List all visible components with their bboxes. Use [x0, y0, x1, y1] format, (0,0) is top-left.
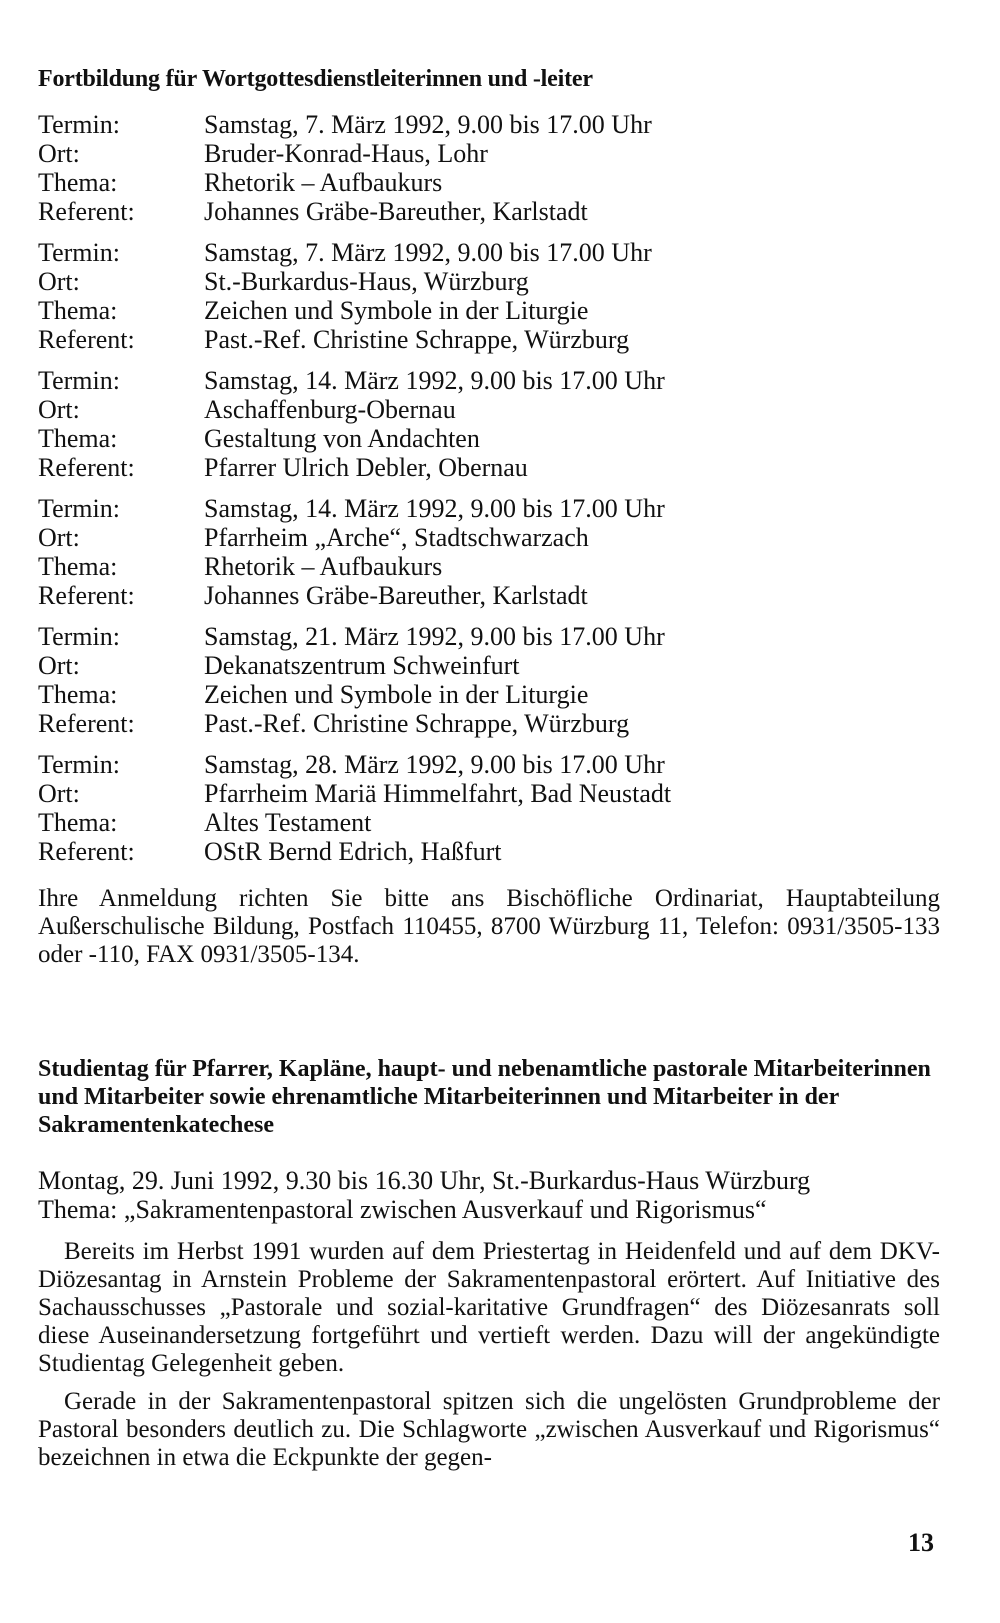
termin-label: Termin: [38, 750, 120, 779]
referent-value: OStR Bernd Edrich, Haßfurt [204, 837, 502, 866]
registration-note: Ihre Anmeldung richten Sie bitte ans Bischöfliche Ordinariat, Hauptabteilung Außerschulische Bildung, Postfach 110455, 8700 Würzburg 11, Telefon: 0931/3505-133 oder -110, FAX 0931/3505-134. [38, 885, 940, 968]
thema-label: Thema: [38, 552, 118, 581]
termin-value: Samstag, 14. März 1992, 9.00 bis 17.00 Uhr [204, 366, 665, 395]
referent-value: Johannes Gräbe-Bareuther, Karlstadt [204, 581, 588, 610]
thema-value: Rhetorik – Aufbaukurs [204, 168, 443, 197]
event-block [38, 494, 938, 610]
event-block [38, 622, 938, 738]
termin-label: Termin: [38, 366, 120, 395]
termin-value: Samstag, 7. März 1992, 9.00 bis 17.00 Uhr [204, 110, 652, 139]
studientag-meta [38, 1166, 810, 1224]
referent-label: Referent: [38, 197, 135, 226]
termin-value: Samstag, 7. März 1992, 9.00 bis 17.00 Uhr [204, 238, 652, 267]
ort-label: Ort: [38, 267, 80, 296]
ort-value: Pfarrheim „Arche“, Stadtschwarzach [204, 523, 589, 552]
ort-label: Ort: [38, 779, 80, 808]
ort-label: Ort: [38, 395, 80, 424]
thema-value: Gestaltung von Andachten [204, 424, 480, 453]
thema-label: Thema: [38, 168, 118, 197]
section2-heading: Studientag für Pfarrer, Kapläne, haupt- und nebenamtliche pastorale Mitarbeiterinnen und Mitarbeiter sowie ehrenamtliche Mitarbeiterinnen und Mitarbeiter in der Sakramentenkatechese [38, 1056, 931, 1138]
event-block [38, 238, 938, 354]
termin-label: Termin: [38, 494, 120, 523]
ort-value: Dekanatszentrum Schweinfurt [204, 651, 520, 680]
referent-value: Johannes Gräbe-Bareuther, Karlstadt [204, 197, 588, 226]
event-block [38, 366, 938, 482]
termin-label: Termin: [38, 622, 120, 651]
event-block [38, 750, 938, 866]
referent-label: Referent: [38, 325, 135, 354]
section1-heading: Fortbildung für Wortgottesdienstleiterinnen und -leiter [38, 66, 593, 92]
ort-value: Bruder-Konrad-Haus, Lohr [204, 139, 488, 168]
termin-value: Samstag, 28. März 1992, 9.00 bis 17.00 Uhr [204, 750, 665, 779]
ort-value: Aschaffenburg-Obernau [204, 395, 456, 424]
thema-value: Rhetorik – Aufbaukurs [204, 552, 443, 581]
studientag-date: Montag, 29. Juni 1992, 9.30 bis 16.30 Uhr, St.-Burkardus-Haus Würzburg [38, 1166, 811, 1195]
thema-label: Thema: [38, 296, 118, 325]
ort-label: Ort: [38, 523, 80, 552]
termin-value: Samstag, 21. März 1992, 9.00 bis 17.00 Uhr [204, 622, 665, 651]
termin-label: Termin: [38, 238, 120, 267]
thema-label: Thema: [38, 680, 118, 709]
event-block [38, 110, 938, 226]
referent-value: Pfarrer Ulrich Debler, Obernau [204, 453, 528, 482]
referent-label: Referent: [38, 837, 135, 866]
thema-value: Zeichen und Symbole in der Liturgie [204, 296, 589, 325]
termin-label: Termin: [38, 110, 120, 139]
referent-value: Past.-Ref. Christine Schrappe, Würzburg [204, 325, 630, 354]
referent-value: Past.-Ref. Christine Schrappe, Würzburg [204, 709, 630, 738]
page-number: 13 [908, 1528, 934, 1557]
body-paragraph-1: Bereits im Herbst 1991 wurden auf dem Priestertag in Heidenfeld und auf dem DKV-Diözesantag in Arnstein Probleme der Sakramentenpastoral erörtert. Auf Initiative des Sachausschusses „Pastorale und sozial-karitative Grundfragen“ des Diözesanrats soll diese Auseinandersetzung fortgeführt und vertieft werden. Dazu will der angekündigte Studientag Gelegenheit geben. [38, 1238, 940, 1377]
ort-label: Ort: [38, 139, 80, 168]
ort-value: Pfarrheim Mariä Himmelfahrt, Bad Neustadt [204, 779, 672, 808]
referent-label: Referent: [38, 581, 135, 610]
referent-label: Referent: [38, 453, 135, 482]
referent-label: Referent: [38, 709, 135, 738]
body-paragraph-2: Gerade in der Sakramentenpastoral spitzen sich die ungelösten Grundprobleme der Pastoral besonders deutlich zu. Die Schlagworte „zwischen Ausverkauf und Rigorismus“ bezeichnen in etwa die Eckpunkte der gegen- [38, 1388, 940, 1471]
ort-label: Ort: [38, 651, 80, 680]
studientag-thema: Thema: „Sakramentenpastoral zwischen Ausverkauf und Rigorismus“ [38, 1195, 767, 1224]
ort-value: St.-Burkardus-Haus, Würzburg [204, 267, 529, 296]
thema-label: Thema: [38, 808, 118, 837]
thema-value: Altes Testament [204, 808, 372, 837]
event-list [38, 110, 938, 878]
thema-value: Zeichen und Symbole in der Liturgie [204, 680, 589, 709]
termin-value: Samstag, 14. März 1992, 9.00 bis 17.00 Uhr [204, 494, 665, 523]
thema-label: Thema: [38, 424, 118, 453]
